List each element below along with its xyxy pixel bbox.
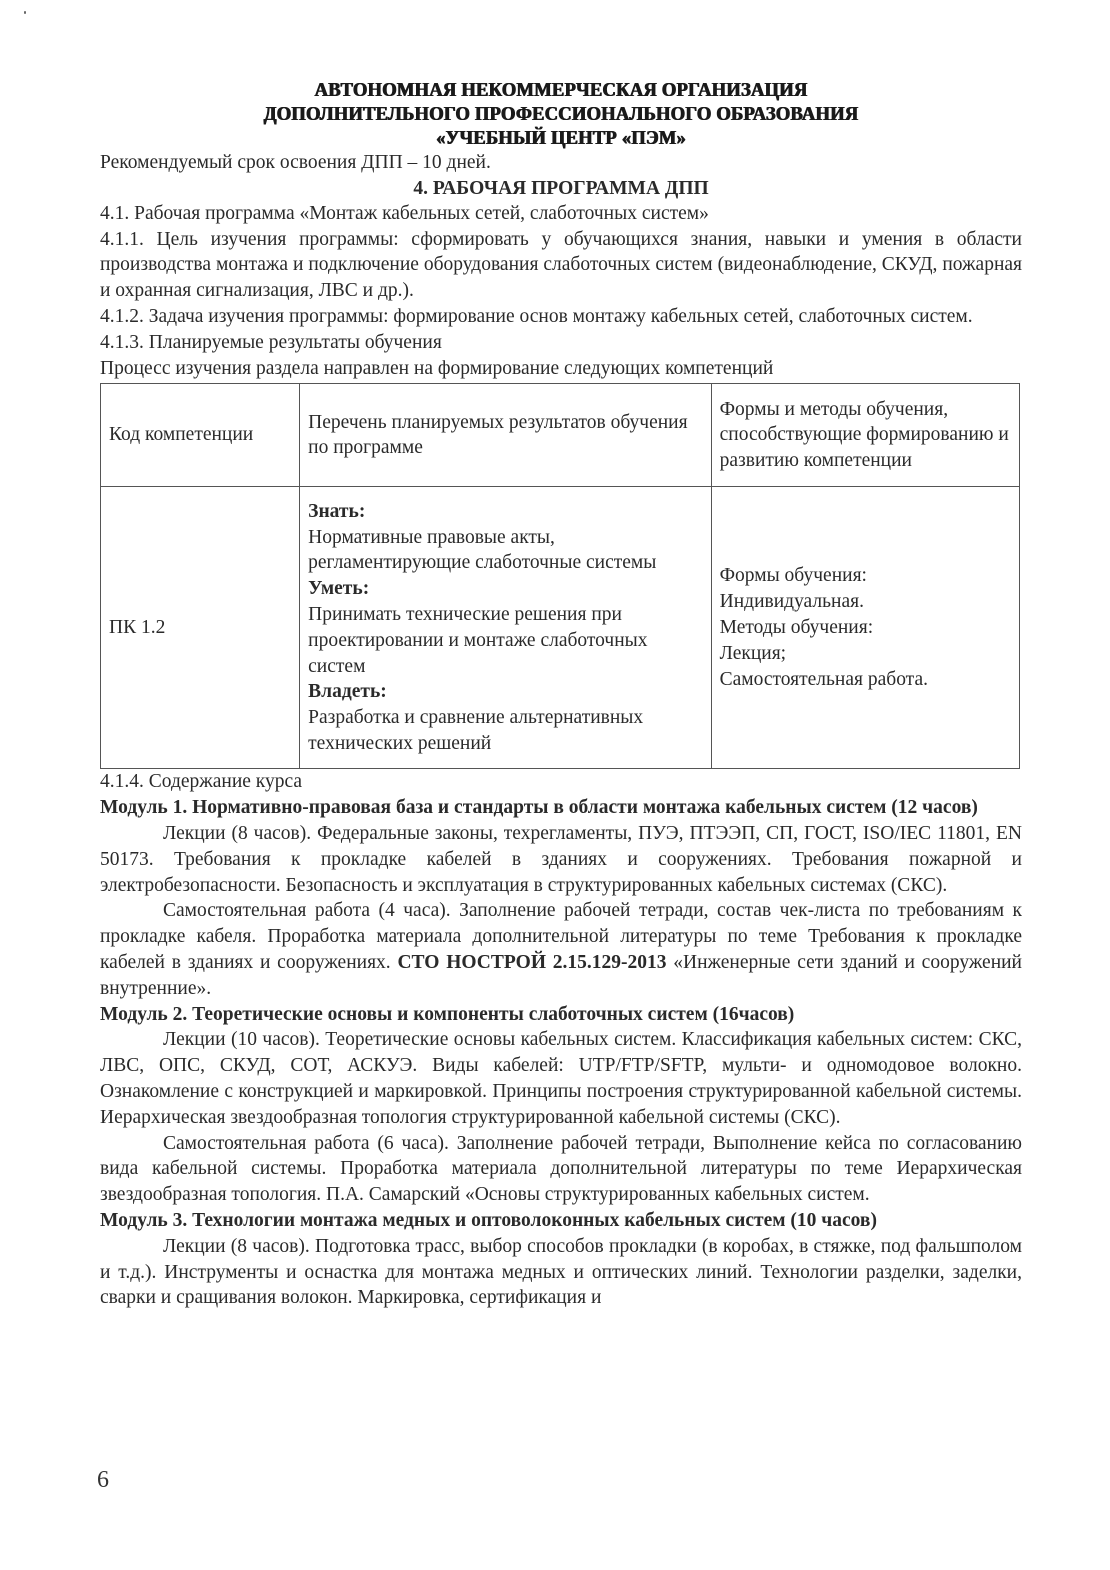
cell-code: ПК 1.2 xyxy=(101,487,300,769)
table-header-row xyxy=(101,384,1020,487)
module-1-self-work-text: Самостоятельная работа (4 часа). Заполнение рабочей тетради, состав чек-листа по требованиям к прокладке кабеля. Проработка материала дополнительной литературы по теме Требования к прокладке кабелей в зданиях и сооружениях. xyxy=(100,900,1022,973)
module-3-lectures: Лекции (8 часов). Подготовка трасс, выбор способов прокладки (в коробах, в стяжке, под фальшполом и т.д.). Инструменты и оснастка для монтажа медных и оптических линий. Технологии разделки, заделки, сварки и сращивания волокон. Маркировка, сертификация и xyxy=(100,1235,1022,1309)
know-label: Знать: xyxy=(308,500,366,522)
page-number: 6 xyxy=(97,1467,109,1493)
own-label: Владеть: xyxy=(308,681,387,703)
paragraph-4-1-1: 4.1.1. Цель изучения программы: сформировать у обучающихся знания, навыки и умения в области производства монтажа и подключение оборудования слаботочных систем (видеонаблюдение, СКУД, пожарная и охранная сигнализация, ЛВС и др.). xyxy=(100,228,1022,302)
header-code: Код компетенции xyxy=(101,384,300,487)
method-line: Самостоятельная работа. xyxy=(719,668,928,690)
paragraph-4-1-3-note: Процесс изучения раздела направлен на формирование следующих компетенций xyxy=(100,357,774,379)
org-title-line-3: «УЧЕБНЫЙ ЦЕНТР «ПЭМ» xyxy=(436,127,686,149)
document-page xyxy=(100,78,1022,1311)
content-heading: 4.1.4. Содержание курса xyxy=(100,771,303,793)
own-text: Разработка и сравнение альтернативных технических решений xyxy=(308,707,644,755)
paragraph-4-1-2: 4.1.2. Задача изучения программы: формирование основ монтажу кабельных сетей, слаботочных систем. xyxy=(100,305,973,327)
paragraph-4-1: 4.1. Рабочая программа «Монтаж кабельных сетей, слаботочных систем» xyxy=(100,202,709,224)
competency-table xyxy=(100,383,1020,769)
module-1-title: Модуль 1. Нормативно-правовая база и стандарты в области монтажа кабельных систем (12 часов) xyxy=(100,797,978,819)
org-title-line-1: АВТОНОМНАЯ НЕКОММЕРЧЕСКАЯ ОРГАНИЗАЦИЯ xyxy=(314,79,808,101)
module-1-standard: СТО НОСТРОЙ 2.15.129-2013 xyxy=(397,951,667,973)
module-2-title: Модуль 2. Теоретические основы и компоненты слаботочных систем (16часов) xyxy=(100,1003,795,1025)
able-text: Принимать технические решения при проектировании и монтаже слаботочных систем xyxy=(308,604,648,677)
section-title: 4. РАБОЧАЯ ПРОГРАММА ДПП xyxy=(413,177,709,199)
module-2-self-work: Самостоятельная работа (6 часа). Заполнение рабочей тетради, Выполнение кейса по согласованию вида кабельной системы. Проработка материала дополнительной литературы по теме Иерархическая звездообразная топология. П.А. Самарский «Основы структурированных кабельных систем. xyxy=(100,1132,1022,1206)
method-line: Формы обучения: xyxy=(719,565,867,587)
header-methods: Формы и методы обучения, способствующие формированию и развитию компетенции xyxy=(711,384,1019,487)
method-line: Лекция; xyxy=(719,642,787,664)
cell-methods xyxy=(711,487,1019,769)
header-results: Перечень планируемых результатов обучения по программе xyxy=(300,384,711,487)
method-line: Методы обучения: xyxy=(719,616,874,638)
module-2-lectures: Лекции (10 часов). Теоретические основы кабельных систем. Классификация кабельных систем: СКС, ЛВС, ОПС, СКУД, СОТ, АСКУЭ. Виды кабелей: UTP/FTP/SFTP, мульти- и одномодовое волокно. Ознакомление с конструкцией и маркировкой. Принципы построения структурированной кабельной системы. Иерархическая звездообразная топология структурированной кабельной системы (СКС). xyxy=(100,1029,1022,1128)
module-1-self-work xyxy=(100,898,1022,1001)
duration-note: Рекомендуемый срок освоения ДПП – 10 дней. xyxy=(100,152,491,173)
able-label: Уметь: xyxy=(308,578,370,600)
table-row xyxy=(101,487,1020,769)
cell-results xyxy=(300,487,711,769)
module-3-title: Модуль 3. Технологии монтажа медных и оптоволоконных кабельных систем (10 часов) xyxy=(100,1209,877,1231)
scan-speck xyxy=(24,11,26,14)
module-1-lectures: Лекции (8 часов). Федеральные законы, техрегламенты, ПУЭ, ПТЭЭП, СП, ГОСТ, ISO/IEC 11801, EN 50173. Требования к прокладке кабелей в зданиях и сооружениях. Требования пожарной и электробезопасности. Безопасность и эксплуатация в структурированных кабельных системах (СКС). xyxy=(100,822,1022,896)
module-1-standard-title: «Инженерные сети зданий и сооружений внутренние». xyxy=(100,951,1022,999)
method-line: Индивидуальная. xyxy=(719,591,864,613)
paragraph-4-1-3: 4.1.3. Планируемые результаты обучения xyxy=(100,331,442,353)
org-title-line-2: ДОПОЛНИТЕЛЬНОГО ПРОФЕССИОНАЛЬНОГО ОБРАЗОВАНИЯ xyxy=(263,103,859,125)
know-text: Нормативные правовые акты, регламентирующие слаботочные системы xyxy=(308,526,657,574)
